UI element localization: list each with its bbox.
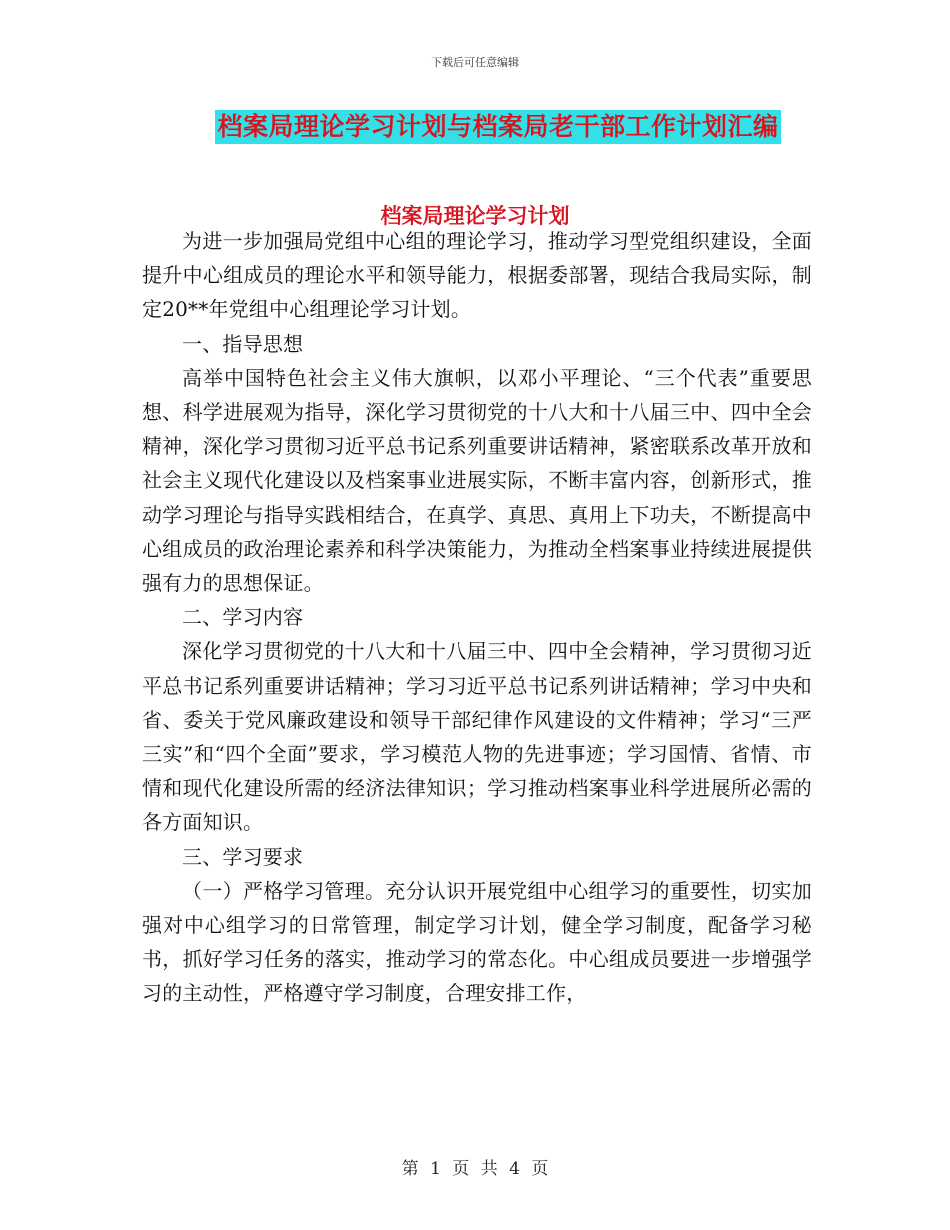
study-content-paragraph: 深化学习贯彻党的十八大和十八届三中、四中全会精神，学习贯彻习近平总书记系列重要讲话精神；学习习近平总书记系列讲话精神；学习中央和省、委关于党风廉政建设和领导干部纪律作风建设的文件精神；学习“三严三实”和“四个全面”要求，学习模范人物的先进事迹；学习国情、省情、市情和现代化建设所需的经济法律知识；学习推动档案事业科学进展所必需的各方面知识。 [142, 639, 812, 835]
document-body [142, 224, 812, 1011]
page-footer: 第 1 页 共 4 页 [401, 1159, 549, 1179]
heading-guiding-thought: 一、指导思想 [182, 331, 304, 356]
section-title: 档案局理论学习计划 [380, 204, 570, 228]
main-title-container [0, 110, 950, 144]
heading-study-content: 二、学习内容 [182, 605, 304, 630]
study-requirements-paragraph: （一）严格学习管理。充分认识开展党组中心组学习的重要性，切实加强对中心组学习的日常管理，制定学习计划，健全学习制度，配备学习秘书，抓好学习任务的落实，推动学习的常态化。中心组成员要进一步增强学习的主动性，严格遵守学习制度，合理安排工作， [142, 878, 812, 1006]
guiding-thought-paragraph: 高举中国特色社会主义伟大旗帜，以邓小平理论、“三个代表”重要思想、科学进展观为指导，深化学习贯彻党的十八大和十八届三中、四中全会精神，深化学习贯彻习近平总书记系列重要讲话精神，紧密联系改革开放和社会主义现代化建设以及档案事业进展实际，不断丰富内容，创新形式，推动学习理论与指导实践相结合，在真学、真思、真用上下功夫，不断提高中心组成员的政治理论素养和科学决策能力，为推动全档案事业持续进展提供强有力的思想保证。 [142, 365, 812, 596]
main-title: 档案局理论学习计划与档案局老干部工作计划汇编 [215, 110, 780, 144]
heading-study-requirements: 三、学习要求 [182, 844, 304, 869]
intro-paragraph: 为进一步加强局党组中心组的理论学习，推动学习型党组织建设，全面提升中心组成员的理论水平和领导能力，根据委部署，现结合我局实际，制定20**年党组中心组理论学习计划。 [142, 229, 812, 322]
header-note: 下载后可任意编辑 [431, 56, 519, 69]
